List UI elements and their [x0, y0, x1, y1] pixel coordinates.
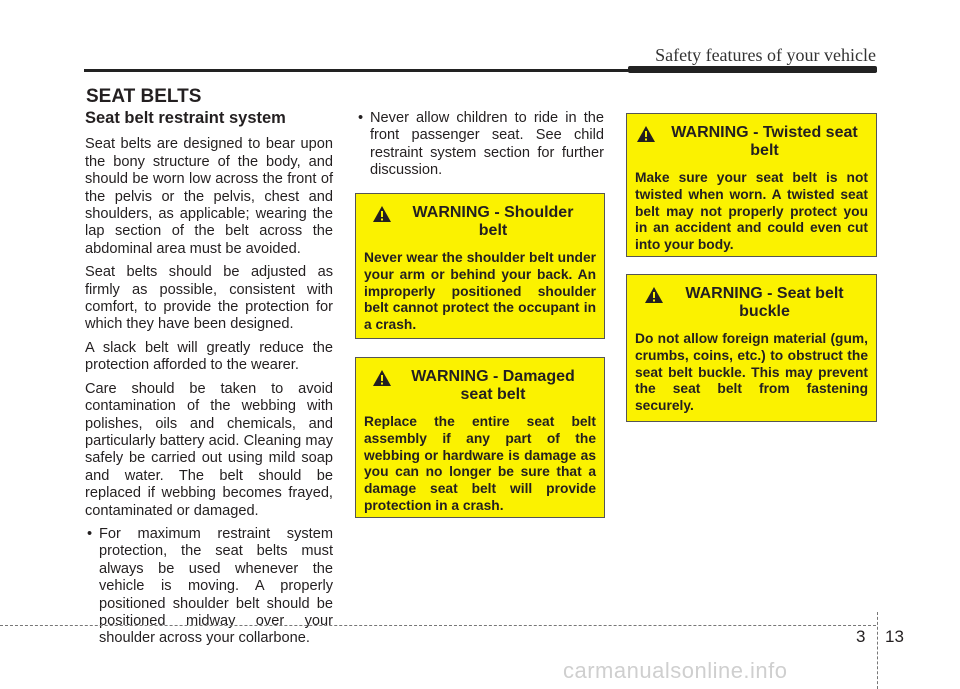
- warning-title: WARNING - Seat belt buckle: [685, 285, 844, 320]
- watermark: carmanualsonline.info: [563, 658, 788, 683]
- bullet-item: • For maximum restraint system protection, the seat belts must always be used whenever the vehicle is moving. A properly positioned shoulder belt should be positioned midway over your shoulder across your collarbone.: [85, 526, 333, 648]
- column-middle: [356, 110, 604, 180]
- paragraph: Seat belts are designed to bear upon the bony structure of the body, and should be worn low across the front of the pelvis or the pelvis, chest and shoulders, as applicable; wearing the lap section of the belt across the abdominal area must be avoided.: [85, 136, 333, 257]
- warning-body: Do not allow foreign material (gum, crumbs, coins, etc.) to obstruct the seat belt buckle. This may prevent the seat belt from fastening securely.: [635, 331, 868, 414]
- header-accent-bar: [628, 66, 877, 73]
- warning-title: WARNING - Shoulder belt: [412, 204, 574, 239]
- warning-title: WARNING - Damaged seat belt: [411, 368, 575, 403]
- warning-box-damaged-seat-belt: [355, 357, 605, 518]
- chapter-number: 3: [856, 627, 866, 646]
- footer-dashed-rule: [0, 625, 876, 626]
- page-number: 13: [885, 627, 904, 646]
- paragraph: Seat belts should be adjusted as firmly as possible, consistent with comfort, to provide the protection for which they have been designed.: [85, 264, 333, 333]
- warning-triangle-icon: [372, 205, 392, 223]
- warning-box-seat-belt-buckle: [626, 274, 877, 422]
- subheading: Seat belt restraint system: [85, 109, 286, 127]
- warning-box-shoulder-belt: [355, 193, 605, 339]
- warning-body: Never wear the shoulder belt under your arm or behind your back. An improperly positioned shoulder belt cannot protect the occupant in a crash.: [364, 250, 596, 333]
- bullet-item: • Never allow children to ride in the front passenger seat. See child restraint system section for further discussion.: [356, 110, 604, 180]
- section-title: SEAT BELTS: [86, 86, 202, 107]
- warning-triangle-icon: [372, 369, 392, 387]
- footer-page-divider: [877, 612, 878, 689]
- warning-title: WARNING - Twisted seat belt: [671, 124, 858, 159]
- warning-triangle-icon: [636, 125, 656, 143]
- running-header: Safety features of your vehicle: [655, 45, 876, 65]
- paragraph: A slack belt will greatly reduce the protection afforded to the wearer.: [85, 339, 333, 374]
- column-left: [85, 110, 333, 648]
- warning-triangle-icon: [644, 286, 664, 304]
- warning-body: Make sure your seat belt is not twisted when worn. A twisted seat belt may not properly protect you in an accident and could even cut into your body.: [635, 170, 868, 253]
- warning-box-twisted-seat-belt: [626, 113, 877, 257]
- warning-body: Replace the entire seat belt assembly if any part of the webbing or hardware is damage as you can no longer be sure that a damage seat belt will provide protection in a crash.: [364, 414, 596, 513]
- paragraph: Care should be taken to avoid contamination of the webbing with polishes, oils and chemicals, and particularly battery acid. Cleaning may safely be carried out using mild soap and water. The belt should be replaced if webbing becomes frayed, contaminated or damaged.: [85, 380, 333, 519]
